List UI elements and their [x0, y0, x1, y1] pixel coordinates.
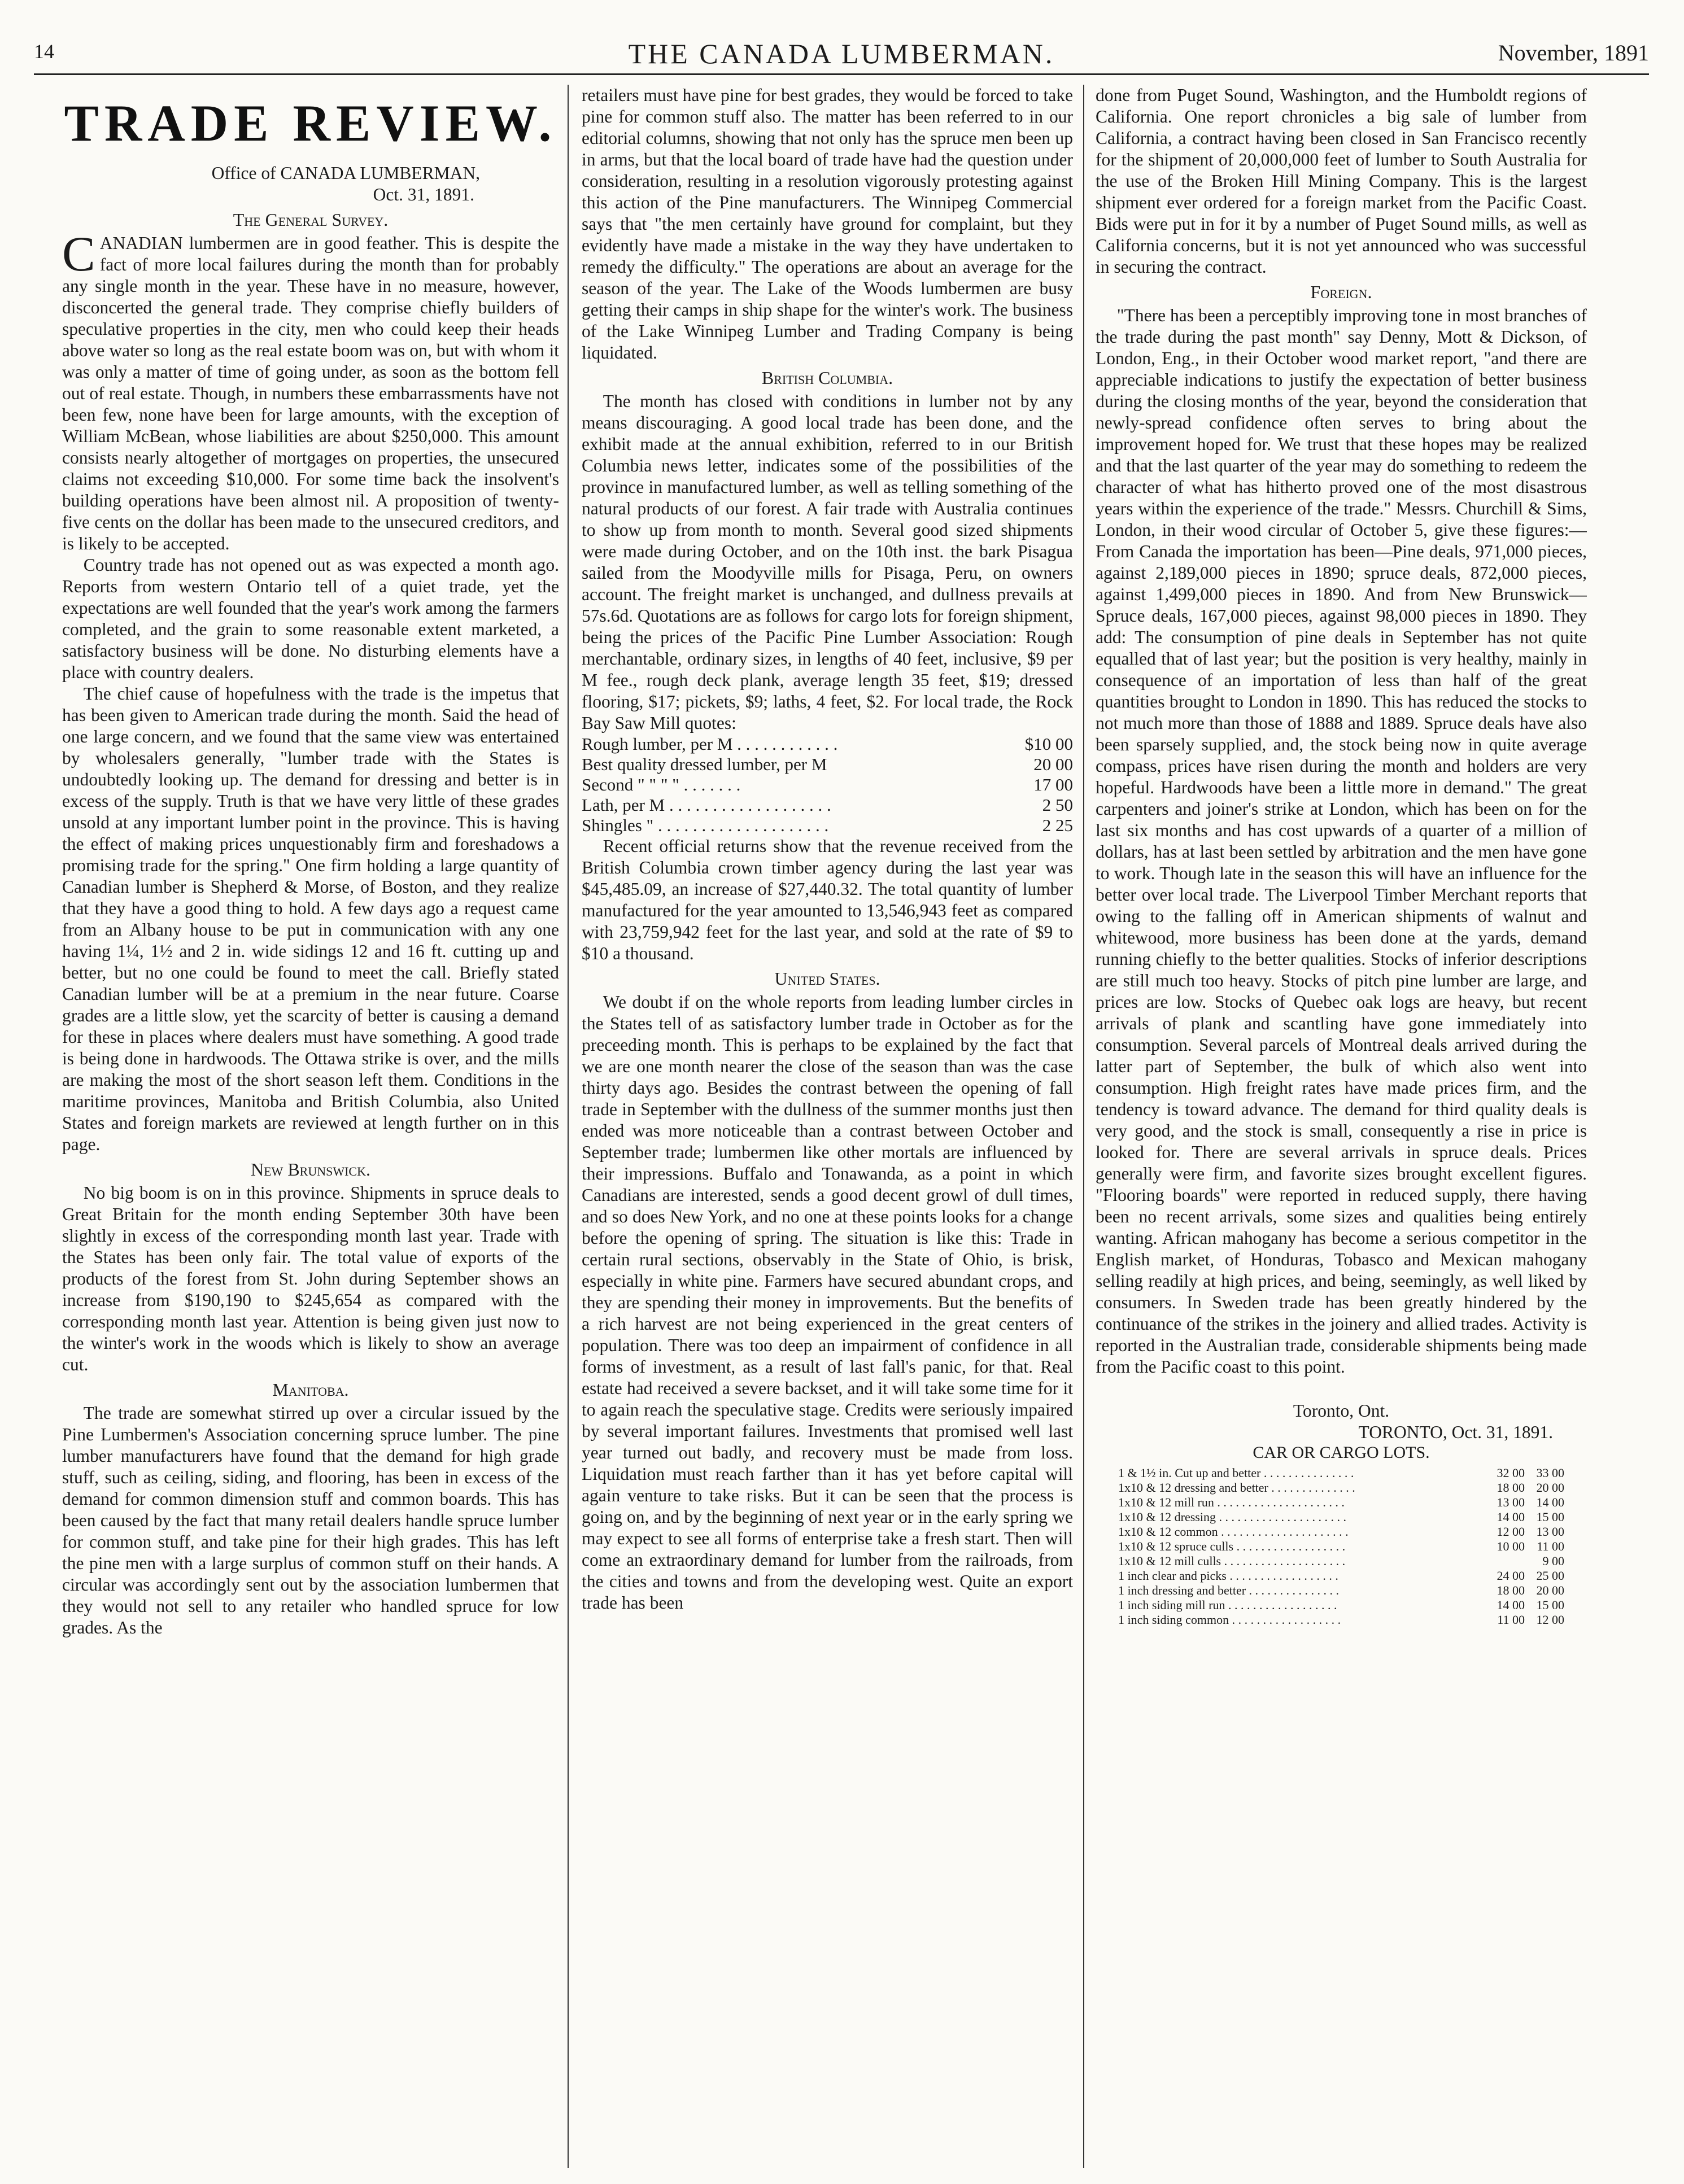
section-heading-foreign: Foreign.: [1310, 282, 1372, 302]
paragraph: The month has closed with conditions in lumber not by any means discouraging. A good local trade has been done, and the exhibit made at the annual exhibition, referred to in our British Columbia news letter, indicates some of the possibilities of the province in manufactured lumber, as well as telling something of the natural products of our forest. A fair trade with Australia continues to show up from month to month. Several good sized shipments were made during October, and on the 10th inst. the bark Pisagua sailed from the Moodyville mills for Pisaga, Peru, on owners account. The freight market is unchanged, and dullness prevails at 57s.6d. Quotations are as follows for cargo lots for foreign shipment, being the prices of the Pacific Pine Lumber Association: Rough merchantable, ordinary sizes, in lengths of 40 feet, inclusive, $9 per M fee., rough deck plank, average length 35 feet, $19; dressed flooring, $17; pickets, $9; laths, 4 feet, $2. For local trade, the Rock Bay Saw Mill quotes:: [582, 391, 1073, 733]
cargo-item: 1 inch dressing and better . . . . . . . . . . . . . . .: [1118, 1583, 1340, 1597]
table-row: [582, 795, 1073, 815]
cargo-price-list: [1118, 1466, 1564, 1627]
quote-item: Rough lumber, per M . . . . . . . . . . . .: [582, 734, 838, 754]
cargo-low: 18 00: [1497, 1480, 1525, 1495]
table-row: [1118, 1510, 1564, 1525]
quote-item: Best quality dressed lumber, per M: [582, 754, 827, 774]
cargo-item: 1 & 1½ in. Cut up and better . . . . . . . . . . . . . . .: [1118, 1466, 1354, 1480]
cargo-low: 11 00: [1497, 1613, 1525, 1627]
section-heading-new-brunswick: New Brunswick.: [251, 1159, 370, 1180]
cargo-lots-heading: CAR OR CARGO LOTS.: [1253, 1443, 1430, 1462]
cargo-low: 24 00: [1497, 1569, 1525, 1583]
quote-price: 2 50: [1042, 795, 1073, 815]
column-rule: [1083, 85, 1084, 2168]
column-2: [582, 85, 1073, 2174]
quote-item: Second " " " " . . . . . . .: [582, 775, 741, 794]
table-row: [1118, 1583, 1564, 1598]
cargo-low: 18 00: [1497, 1583, 1525, 1597]
table-row: [1118, 1480, 1564, 1495]
paragraph-text: ANADIAN lumbermen are in good feather. This is despite the fact of more local failures during the month than for probably any single month in the year. These have in no measure, however, disconcerted the general trade. They comprise chiefly builders of speculative properties in the city, men who could keep their heads above water so long as the real estate boom was on, but with whom it was only a matter of time of going under, as soon as the bottom fell out of real estate. Though, in numbers these embarrassments have not been few, none have been for large amounts, with the exception of William McBean, whose liabilities are about $250,000. This amount consists nearly altogether of mortgages on properties, the unsecured claims not exceeding $10,000. For some time back the insolvent's building operations have been almost nil. A proposition of twenty-five cents on the dollar has been made to the unsecured creditors, and is likely to be accepted.: [62, 233, 559, 553]
section-heading-british-columbia: British Columbia.: [761, 368, 893, 388]
paragraph: No big boom is on in this province. Shipments in spruce deals to Great Britain for the month ending September 30th have been slightly in excess of the corresponding month last year. Trade with the States has been only fair. The total value of exports of the products of the forest from St. John during September shows an increase from $190,190 to $245,654 as compared with the corresponding month last year. Attention is being given just now to the winter's work in the woods which is likely to show an average cut.: [62, 1183, 559, 1374]
quote-price: 17 00: [1033, 775, 1073, 794]
cargo-item: 1x10 & 12 common . . . . . . . . . . . . . . . . . . . . .: [1118, 1525, 1349, 1539]
office-line: Office of CANADA LUMBERMAN,: [211, 163, 480, 183]
column-1: [62, 85, 559, 2174]
drop-cap: C: [62, 227, 95, 282]
table-row: [1118, 1613, 1564, 1627]
cargo-item: 1x10 & 12 spruce culls . . . . . . . . . . . . . . . . . .: [1118, 1539, 1346, 1553]
cargo-item: 1 inch clear and picks . . . . . . . . . . . . . . . . . .: [1118, 1569, 1338, 1583]
table-row: [582, 815, 1073, 836]
cargo-high: 13 00: [1536, 1525, 1564, 1539]
table-row: [1118, 1569, 1564, 1583]
cargo-high: 20 00: [1536, 1480, 1564, 1495]
paragraph: "There has been a perceptibly improving tone in most branches of the trade during the past month" say Denny, Mott & Dickson, of London, Eng., in their October wood market report, "and there are appreciable indications to justify the expectation of better business during the closing months of the year, beyond the consideration that newly-spread confidence often serves to bring about the improvement hoped for. We trust that these hopes may be realized and that the last quarter of the year may do something to redeem the character of what has hitherto proved one of the most disastrous years within the experience of the trade." Messrs. Churchill & Sims, London, in their wood circular of October 5, give these figures:—From Canada the importation has been—Pine deals, 971,000 pieces, against 2,189,000 pieces in 1890; spruce deals, 872,000 pieces, against 1,499,000 pieces in 1890. And from New Brunswick—Spruce deals, 167,000 pieces, against 98,000 pieces in 1890. They add: The consumption of pine deals in September has not quite equalled that of last year; but the position is very healthy, mainly in consequence of an importation of less than half of the great quantities brought to London in 1890. This has reduced the stocks to not much more than those of 1888 and 1889. Spruce deals have also been sparsely supplied, and, the stock being now in quite average compass, prices have risen during the month and holders are very hopeful. Hardwoods have been a little more in demand." The great carpenters and joiner's strike at London, which has been on for the last six months and has cost upwards of a quarter of a million of dollars, has at last been settled by arbitration and the men have gone to work. Though late in the season this will have an influence for the better over local trade. The Liverpool Timber Merchant reports that owing to the falling off in American shipments of walnut and whitewood, more business has been done at the yards, demand running chiefly to the better qualities. Stocks of inferior descriptions are still much too heavy. Stocks of pitch pine lumber are large, and prices are low. Stocks of Quebec oak logs are heavy, but recent arrivals of plank and scantling have gone immediately into consumption. Several parcels of Montreal deals arrived during the latter part of September, the bulk of which also went into consumption. High freight rates have made prices firm, and the tendency is toward advance. The demand for third quality deals is very good, and the stock is small, consequently a rise in price is looked for. There are several arrivals in spruce deals. Prices generally were firm, and favorite sizes brought excellent figures. "Flooring boards" were reported in reduced supply, there having been no recent arrivals, some sizes and qualities being entirely wanting. African mahogany has become a serious competitor in the English market, of Honduras, Tobasco and Mexican mahogany selling readily at high prices, and being, seemingly, as well liked by consumers. In Sweden trade has been greatly hindered by the continuance of the strikes in the joinery and allied trades. Activity is reported in the Australian trade, considerable shipments being made from the Pacific coast to this point.: [1096, 305, 1587, 1377]
cargo-low: 10 00: [1497, 1539, 1525, 1553]
cargo-item: 1 inch siding mill run . . . . . . . . . . . . . . . . . .: [1118, 1598, 1337, 1612]
cargo-item: 1x10 & 12 mill culls . . . . . . . . . . . . . . . . . . . .: [1118, 1554, 1346, 1568]
issue-date: November, 1891: [1498, 40, 1649, 65]
paragraph: We doubt if on the whole reports from leading lumber circles in the States tell of as satisfactory lumber trade in October as for the preceeding month. This is perhaps to be explained by the fact that we are one month nearer the close of the season than was the case thirty days ago. Besides the contrast between the opening of fall trade in September with the dullness of the summer months just then ended was more noticeable than a contrast between October and September trade; lumbermen like other mortals are influenced by their impressions. Buffalo and Tonawanda, as a point in which Canadians are interested, sends a good decent growl of dull times, and so does New York, and no one at these points looks for a change before the opening of spring. The situation is like this: Trade in certain rural sections, observably in the State of Ohio, is brisk, especially in white pine. Farmers have secured abundant crops, and they are spending their money in improvements. But the benefits of a rich harvest are not being experienced in the great centers of population. There was too deep an impairment of confidence in all forms of investment, as a result of last fall's panic, for that. Real estate had received a severe backset, and it will take some time for it to again reach the speculative stage. Credits were seriously impaired by several important failures. Investments that promised well last year turned out badly, and recovery must be made from loss. Liquidation must reach farther than it has yet before capital will again venture to take risks. But it can be seen that the process is going on, and by the beginning of next year or in the early spring we may expect to see all forms of enterprise take a fresh start. Then will come an extraordinary demand for lumber from the railroads, from the cities and towns and from the developing west. Quite an export trade has been: [582, 992, 1073, 1613]
cargo-item: 1x10 & 12 mill run . . . . . . . . . . . . . . . . . . . . .: [1118, 1495, 1345, 1509]
cargo-high: 11 00: [1537, 1539, 1564, 1553]
page-header: [34, 34, 1649, 75]
paragraph: The chief cause of hopefulness with the trade is the impetus that has been given to American trade during the month. Said the head of one large concern, and we found that the same view was entertained by wholesalers generally, "lumber trade with the States is undoubtedly looking up. The demand for dressing and better is in excess of the supply. Truth is that we have very little of these grades unsold at any important lumber point in the province. This is having the effect of making prices unquestionably firm and foreshadows a promising trade for the spring." One firm holding a large quantity of Canadian lumber is Shepherd & Morse, of Boston, and they realize that they have a good thing to hold. A few days ago a request came from an Albany house to be put in communication with any one having 1¼, 1½ and 2 in. wide sidings 12 and 16 ft. cutting up and better, but no one could be found to meet the call. Briefly stated Canadian lumber will be at a premium in the near future. Coarse grades are a little slow, yet the scarcity of better is causing a demand for these in places where dealers must have something. A good trade is being done in hardwoods. The Ottawa strike is over, and the mills are making the most of the short season left them. Conditions in the maritime provinces, Manitoba and British Columbia, also United States and foreign markets are reviewed at length further on in this page.: [62, 684, 559, 1154]
table-row: [1118, 1539, 1564, 1554]
table-row: [582, 775, 1073, 795]
cargo-low: 14 00: [1497, 1598, 1525, 1612]
paragraph: Recent official returns show that the revenue received from the British Columbia crown timber agency during the last year was $45,485.09, an increase of $27,440.32. The total quantity of lumber manufactured for the year amounted to 13,546,943 feet as compared with 23,759,942 feet for the last year, and sold at the rate of $9 to $10 a thousand.: [582, 836, 1073, 963]
article-title: TRADE REVIEW.: [64, 94, 557, 152]
cargo-item: 1x10 & 12 dressing . . . . . . . . . . . . . . . . . . . . .: [1118, 1510, 1346, 1524]
column-rule: [568, 85, 569, 2168]
quote-price: $10 00: [1024, 734, 1073, 754]
cargo-high: 15 00: [1536, 1510, 1564, 1524]
paragraph: retailers must have pine for best grades, they would be forced to take pine for common stuff also. The matter has been referred to in our editorial columns, showing that not only has the spruce men been up in arms, but that the local board of trade have had the question under consideration, resulting in a resolution vigorously protesting against this action of the Pine manufacturers. The Winnipeg Commercial says that "the men certainly have ground for complaint, but they evidently have made a mistake in the way they have undertaken to remedy the difficulty." The operations are about an average for the season of the year. The Lake of the Woods lumbermen are busy getting their camps in ship shape for the winter's work. The business of the Lake Winnipeg Lumber and Trading Company is being liquidated.: [582, 85, 1073, 362]
cargo-low: 14 00: [1497, 1510, 1525, 1524]
cargo-item: 1x10 & 12 dressing and better . . . . . . . . . . . . . .: [1118, 1480, 1355, 1495]
page-number: 14: [34, 40, 54, 63]
section-heading-manitoba: Manitoba.: [272, 1379, 349, 1400]
paragraph: [62, 227, 559, 554]
office-date: Oct. 31, 1891.: [373, 185, 474, 204]
masthead: THE CANADA LUMBERMAN.: [628, 38, 1055, 69]
quote-price: 20 00: [1033, 754, 1073, 774]
cargo-table: [1118, 1466, 1564, 1627]
cargo-high: 25 00: [1536, 1569, 1564, 1583]
cargo-high: 12 00: [1536, 1613, 1564, 1627]
quote-item: Lath, per M . . . . . . . . . . . . . . . . . . .: [582, 795, 831, 815]
quote-item: Shingles " . . . . . . . . . . . . . . . . . . . .: [582, 815, 829, 835]
table-row: [582, 734, 1073, 754]
table-row: [1118, 1495, 1564, 1510]
cargo-item: 1 inch siding common . . . . . . . . . . . . . . . . . .: [1118, 1613, 1341, 1627]
table-row: [1118, 1525, 1564, 1539]
toronto-market-report: [1096, 1400, 1587, 1462]
cargo-high: 9 00: [1542, 1554, 1564, 1568]
cargo-low: 12 00: [1497, 1525, 1525, 1539]
table-row: [1118, 1554, 1564, 1569]
cargo-low: 32 00: [1497, 1466, 1525, 1480]
paragraph: The trade are somewhat stirred up over a circular issued by the Pine Lumbermen's Association concerning spruce lumber. The pine lumber manufacturers have found that the demand for high grade stuff, such as ceiling, siding, and flooring, has been in excess of the demand for common dimension stuff and common boards. This has been caused by the fact that many retail dealers handle spruce lumber for common stuff, and take pine for their high grades. This has left the pine men with a large surplus of common stuff on their hands. A circular was accordingly sent out by the association lumbermen that they would not sell to any retailer who handled spruce for low grades. As the: [62, 1403, 559, 1637]
office-dateline: [62, 163, 480, 206]
cargo-high: 15 00: [1536, 1598, 1564, 1612]
section-heading-general: The General Survey.: [233, 209, 389, 230]
cargo-high: 33 00: [1536, 1466, 1564, 1480]
cargo-high: 20 00: [1536, 1583, 1564, 1597]
paragraph: Country trade has not opened out as was expected a month ago. Reports from western Ontario tell of a quiet trade, yet the expectations are well founded that the year's work among the farmers completed, and the grain to some reasonable extent marketed, a satisfactory business will be done. No disturbing elements have a place with country dealers.: [62, 555, 559, 682]
section-heading-united-states: United States.: [774, 968, 880, 989]
table-row: [1118, 1598, 1564, 1613]
cargo-low: 13 00: [1497, 1495, 1525, 1509]
table-row: [582, 754, 1073, 775]
cargo-low: [1485, 1554, 1525, 1569]
price-quotes-table: [582, 734, 1073, 836]
toronto-dateline: TORONTO, Oct. 31, 1891.: [1358, 1422, 1553, 1442]
quote-price: 2 25: [1042, 815, 1073, 835]
cargo-high: 14 00: [1536, 1495, 1564, 1509]
column-3: [1096, 85, 1587, 2174]
paragraph: done from Puget Sound, Washington, and the Humboldt regions of California. One report chronicles a big sale of lumber from California, a contract having been closed in San Francisco recently for the shipment of 20,000,000 feet of lumber to South Australia for the use of the Broken Hill Mining Company. This is the largest shipment ever ordered for a foreign market from the Pacific Coast. Bids were put in for it by a number of Puget Sound mills, as well as California concerns, but it is not yet announced who was successful in securing the contract.: [1096, 85, 1587, 277]
toronto-heading: Toronto, Ont.: [1293, 1401, 1390, 1421]
table-row: [1118, 1466, 1564, 1480]
